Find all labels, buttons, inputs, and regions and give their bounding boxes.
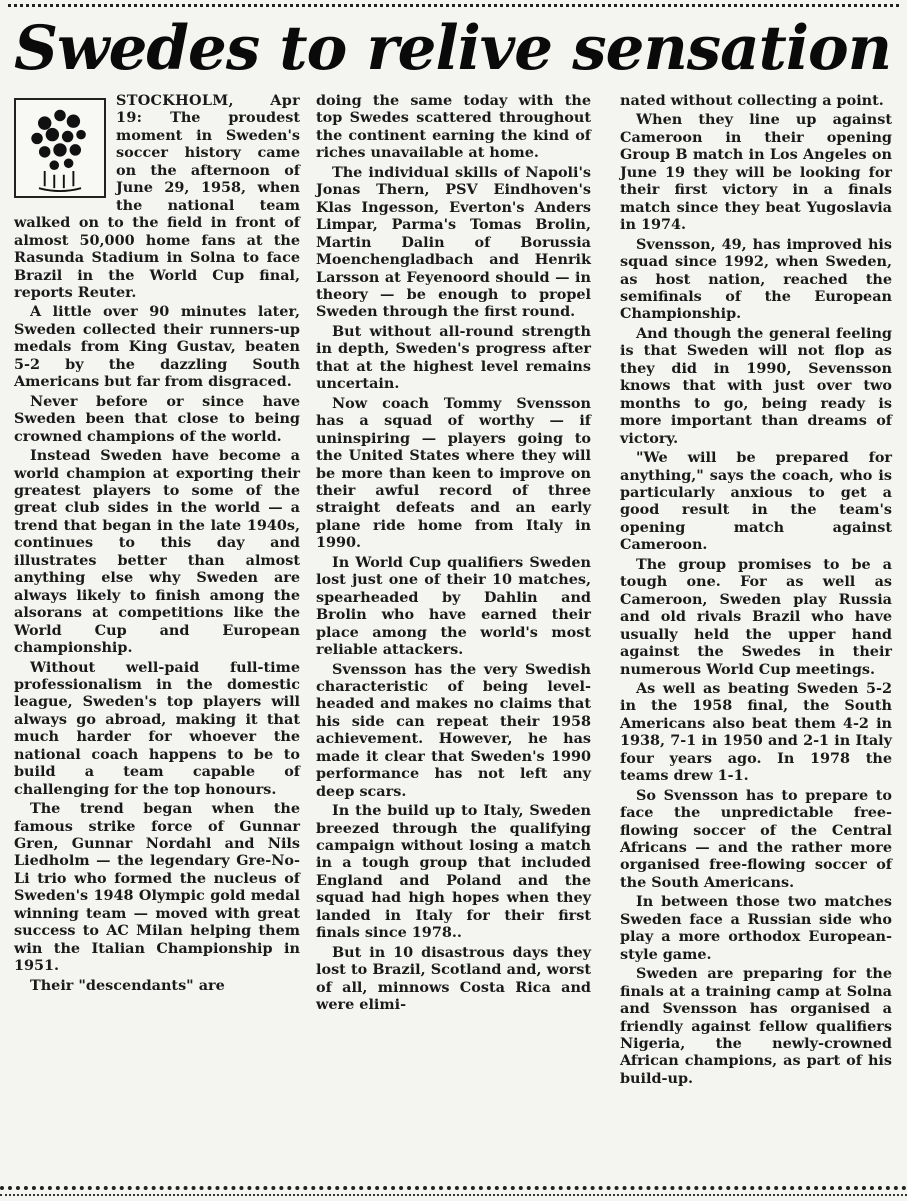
world-cup-logo <box>14 98 106 198</box>
paragraph: In World Cup qualifiers Sweden lost just one of their 10 matches, spearheaded by Dahlin and Brolin who have earned their place among the world's most reliable attackers. <box>316 553 591 659</box>
paragraph: Instead Sweden have become a world champion at exporting their greatest players to some of the great club sides in the world — a trend that began in the late 1940s, continues to this day and illustrates better than almost anything else why Sweden are always likely to finish among the alsorans at competitions like the World Cup and European championship. <box>14 447 300 657</box>
article-column-1 <box>14 92 300 996</box>
paragraph: So Svensson has to prepare to face the unpredictable free-flowing soccer of the Central Africans — and the rather more organised free-flowing soccer of the South Americans. <box>620 786 892 891</box>
world-cup-soccer-ball-icon <box>16 100 104 196</box>
paragraph: In between those two matches Sweden face a Russian side who play a more orthodox European-style game. <box>620 893 892 963</box>
paragraph: Their "descendants" are <box>30 976 225 994</box>
bottom-border-rule <box>0 1186 907 1190</box>
paragraph: As well as beating Sweden 5-2 in the 1958 final, the South Americans also beat them 4-2 in 1938, 7-1 in 1950 and 2-1 in Italy four years ago. In 1978 the teams drew 1-1. <box>620 679 892 785</box>
paragraph: Sweden are preparing for the finals at a training camp at Solna and Svensson has organised a friendly against fellow qualifiers Nigeria, the newly-crowned African champions, as part of his build-up. <box>620 965 892 1087</box>
article-column-3 <box>620 92 892 1089</box>
paragraph: When they line up against Cameroon in their opening Group B match in Los Angeles on June 19 they will be looking for their first victory in a finals match since they beat Yugoslavia in 1974. <box>620 111 892 234</box>
paragraph: The individual skills of Napoli's Jonas Thern, PSV Eindhoven's Klas Ingesson, Everton's Anders Limpar, Parma's Tomas Brolin, Martin Dalin of Borussia Moenchengladbach and Henrik Larsson at Feyenoord should — in theory — be enough to propel Sweden through the first round. <box>316 163 591 321</box>
paragraph: The group promises to be a tough one. For as well as Cameroon, Sweden play Russia and old rivals Brazil who have usually held the upper hand against the Swedes in their numerous World Cup meetings. <box>620 555 892 678</box>
paragraph: nated without collecting a point. <box>620 92 884 109</box>
dateline: STOCKHOLM, Apr 19: <box>116 92 300 127</box>
paragraph: STOCKHOLM, Apr 19: The proudest moment in Sweden's soccer history came on the afternoon of June 29, 1958, when the national team walked on to the field in front of almost 50,000 home fans at the Rasunda Stadium in Solna to face Brazil in the World Cup final, reports Reuter. <box>14 92 300 301</box>
headline: Swedes to relive sensation <box>14 13 892 84</box>
paragraph: But in 10 disastrous days they lost to Brazil, Scotland and, worst of all, minnows Costa Rica and were elimi- <box>316 943 591 1014</box>
paragraph: In the build up to Italy, Sweden breezed through the qualifying campaign without losing a match in a tough group that included England and Poland and the squad had high hopes when they landed in Italy for their first finals since 1978.. <box>316 802 591 942</box>
bottom-border-rule-secondary <box>0 1194 907 1196</box>
paragraph: "We will be prepared for anything," says the coach, who is particularly anxious to get a good result in the team's opening match against Cameroon. <box>620 449 892 554</box>
paragraph: And though the general feeling is that Sweden will not flop as they did in 1990, Sevensson knows that with just over two months to go, being ready is more important than dreams of victory. <box>620 324 892 447</box>
paragraph: Never before or since have Sweden been that close to being crowned champions of the world. <box>14 392 300 445</box>
paragraph: doing the same today with the top Swedes scattered throughout the continent earning the kind of riches unavailable at home. <box>316 92 591 162</box>
paragraph: A little over 90 minutes later, Sweden collected their runners-up medals from King Gustav, beaten 5-2 by the dazzling South Americans but far from disgraced. <box>14 303 300 391</box>
paragraph: Svensson, 49, has improved his squad since 1992, when Sweden, as host nation, reached the semifinals of the European Championship. <box>620 235 892 323</box>
paragraph: Svensson has the very Swedish characteristic of being level-headed and makes no claims that his side can repeat their 1958 achievement. However, he has made it clear that Sweden's 1990 performance has not left any deep scars. <box>316 660 591 800</box>
top-border-rule <box>8 4 899 7</box>
article-column-2 <box>316 92 591 1016</box>
paragraph: Without well-paid full-time professionalism in the domestic league, Sweden's top players will always go abroad, making it that much harder for whoever the national coach happens to be to build a team capable of challenging for the top honours. <box>14 658 300 798</box>
paragraph: But without all-round strength in depth, Sweden's progress after that at the highest level remains uncertain. <box>316 322 591 393</box>
paragraph: Now coach Tommy Svensson has a squad of worthy — if uninspiring — players going to the United States where they will be more than keen to improve on their awful record of three straight defeats and an early plane ride home from Italy in 1990. <box>316 394 591 552</box>
paragraph: The trend began when the famous strike force of Gunnar Gren, Gunnar Nordahl and Nils Liedholm — the legendary Gre-No-Li trio who formed the nucleus of Sweden's 1948 Olympic gold medal winning team — moved with great success to AC Milan helping them win the Italian Championship in 1951. <box>14 800 300 975</box>
